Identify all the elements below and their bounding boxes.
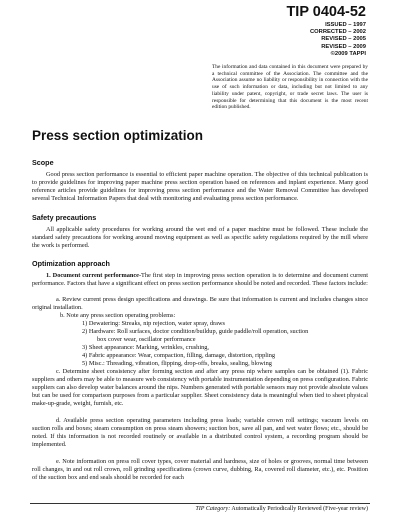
revision-line: ISSUED – 1997 <box>325 22 366 28</box>
sublist-item-continuation: box cover wear, oscillator performance <box>97 336 196 343</box>
item-1-text: The first step in improving press section operation is to determine and document current performance. Factors that have a significant effect on press section performance should be noted and recorded. These factors include: <box>32 272 368 287</box>
tip-number: TIP 0404-52 <box>286 4 366 20</box>
scope-heading: Scope <box>32 158 54 167</box>
revision-line: REVISED – 2009 <box>321 43 366 50</box>
copyright-line: ©2009 TAPPI <box>330 50 366 57</box>
footer-category-label: TIP Category: <box>195 506 231 512</box>
revision-history <box>246 22 366 58</box>
safety-text: All applicable safety procedures for working around the wet end of a paper machine must be followed. These include the standard safety precautions for working around moving equipment as well as specific safety regulations required by the mill where the work is performed. <box>32 226 368 249</box>
item-1 <box>32 272 368 288</box>
revision-line: CORRECTED – 2002 <box>309 29 366 36</box>
footer-category-value: Automatically Periodically Reviewed (Five-year review) <box>231 506 368 512</box>
safety-heading: Safety precautions <box>32 213 97 222</box>
disclaimer-text: The information and data contained in this document were prepared by a technical committee of the Association. The committee and the Association assume no liability or responsibility in connection with the use of such information or data, including but not limited to any liability under patent, copyright, or trade secret laws. The user is responsible for determining that this document is the most recent edition published. <box>212 64 368 111</box>
item-b: b. Note any press section operating problems: <box>60 312 176 319</box>
sublist-item: 2) Hardware: Roll surfaces, doctor condition/buildup, guide paddle/roll operation, suction <box>82 328 309 335</box>
item-e: e. Note information on press roll cover types, cover material and hardness, size of holes or grooves, normal time between roll changes, in and out roll crown, roll grinding specifications (crown curve, dubbing, Ra, covered roll diameter, etc.), etc. Position of the suction box and end seals should be recorded for each <box>32 458 368 481</box>
item-d: d. Available press section operating parameters including press loads; variable crown roll settings; vacuum levels on suction rolls and boxes; steam consumption on press steam showers; suction box, save all pan, and wet water flows; etc., should be noted. If this information is not recorded routinely or available in a distributed control system, a recording program should be implemented. <box>32 417 368 448</box>
optimization-heading: Optimization approach <box>32 259 110 268</box>
sublist-item: 4) Fabric appearance: Wear, compaction, filling, damage, distortion, rippling <box>82 352 276 359</box>
sublist-item: 3) Sheet appearance: Marking, wrinkles, crushing, <box>82 344 209 351</box>
item-a: a. Review current press design specifications and drawings. Be sure that information is current and includes changes since original installation. <box>32 296 368 311</box>
sublist-item: 5) Misc.: Threading, vibration, flipping, drop-offs, breaks, sealing, blowing <box>82 360 272 367</box>
footer-divider <box>30 503 370 504</box>
revision-line: REVISED – 2005 <box>321 36 366 43</box>
item-1-label: 1. Document current performance- <box>46 272 142 279</box>
item-c: c. Determine sheet consistency after forming section and after any press nip where samples can be obtained (1). Fabric suppliers and others may be able to measure web consistency with portable instrumentation depending on press configuration. Fabric suppliers can also develop water balances around the nips. Numbers generated with portable sensors may not provide absolute values but can be used for comparison purposes from a particular supplier. Sheet consistency data is meaningful when tied to sheet physical make-up-grade, weight, furnish, etc. <box>32 368 368 407</box>
footer <box>195 506 368 512</box>
document-title: Press section optimization <box>32 128 204 143</box>
sublist-item: 1) Dewatering: Streaks, nip rejection, water spray, draws <box>82 320 225 327</box>
scope-text: Good press section performance is essential to efficient paper machine operation. The objective of this technical publication is to provide guidelines for improving paper machine press section operation based on references and inplant experience. Many good reference articles provide guidelines for improving press section performance and the Water Removal Committee has developed several Technical Information Papers that deal with monitoring and evaluating press section performance. <box>32 171 368 202</box>
